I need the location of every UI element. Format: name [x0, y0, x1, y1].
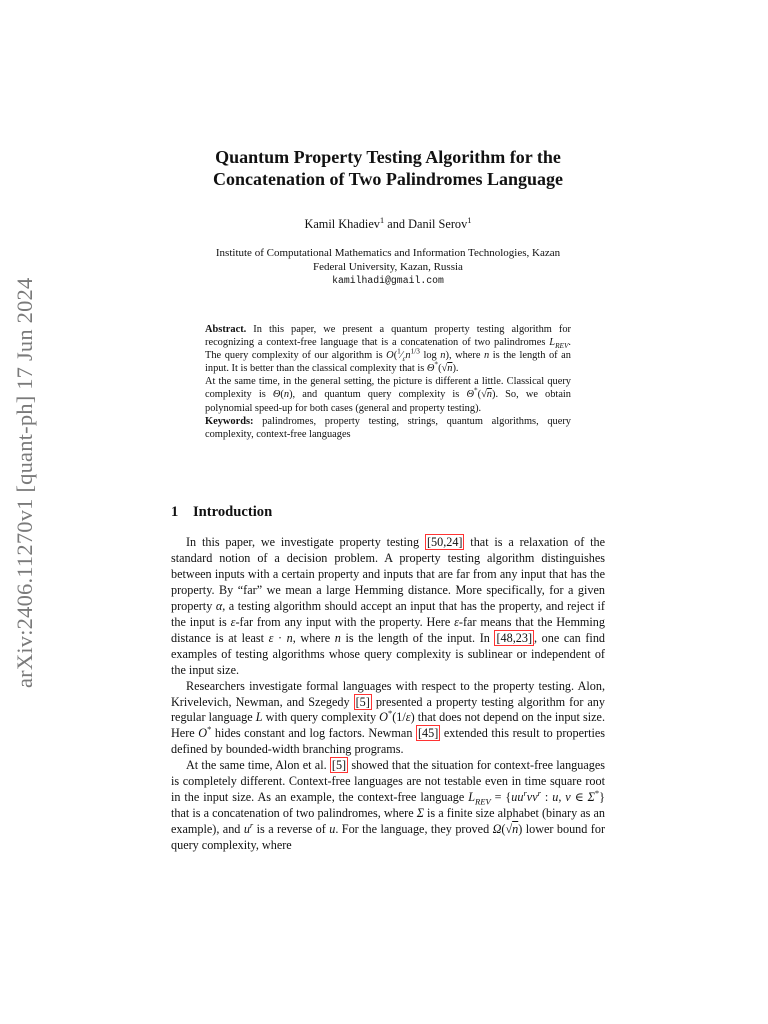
introduction-body: [171, 535, 605, 854]
affiliation-line-1: Institute of Computational Mathematics and Information Technologies, Kazan: [215, 247, 561, 259]
section-title: Introduction: [193, 504, 273, 520]
arxiv-identifier-stamp: arXiv:2406.11270v1 [quant-ph] 17 Jun 2024: [12, 277, 37, 688]
title-line-1: Quantum Property Testing Algorithm for the: [215, 147, 561, 167]
author-2-affil-mark: 1: [467, 214, 472, 225]
abstract-paragraph-1: Abstract. In this paper, we present a quantum property testing algorithm for recognizing a context-free language that is a concatenation of two palindromes $L_{REV}$. The query complexity of our algorithm is $O(^1⁄_\varepsilon n^{1/3}$ log n), where n is the length of an input. It is better than the classical complexity that is Θ*(√n).: [205, 324, 571, 375]
author-1: Kamil Khadiev: [304, 217, 380, 231]
citation-link[interactable]: [45]: [417, 726, 439, 741]
abstract-label: Abstract.: [205, 324, 247, 335]
intro-paragraph-1: In this paper, we investigate property testing [50,24] that is a relaxation of the standard notion of a decision problem. A property testing algorithm distinguishes between inputs with a certain property and inputs that are far from any input that has the property. By “far” we mean a large Hemming distance. More specifically, for a given property α, a testing algorithm should accept an input that has the property, and reject if the input is ε-far from any input with the property. Here ε-far means that the Hemming distance is at least ε · n, where n is the length of the input. In [48,23] , one can find examples of testing algorithms whose query complexity is sublinear or independent of the input size.: [171, 535, 606, 677]
section-number: 1: [171, 504, 179, 520]
title-line-2: Concatenation of Two Palindromes Language: [212, 169, 564, 189]
paper-title: [171, 146, 605, 190]
author-separator: and: [384, 217, 409, 231]
citation-link[interactable]: [5]: [331, 758, 347, 773]
author-1-affil-mark: 1: [379, 214, 385, 225]
intro-paragraph-2: Researchers investigate formal languages with respect to the property testing. Alon, Krivelevich, Newman, and Szegedy [5] presented a property testing algorithm for any regular language L with query complexity O*(1/ε) that does not depend on the input size. Here O* hides constant and log factors. Newman [45] extended this result to properties defined by bounded-width branching programs.: [171, 678, 606, 757]
affiliation: [171, 247, 605, 288]
abstract: [205, 323, 571, 441]
section-heading-introduction: [171, 504, 272, 521]
author-email[interactable]: kamilhadi@gmail.com: [332, 275, 444, 286]
affiliation-line-2: Federal University, Kazan, Russia: [313, 260, 463, 273]
keywords-label: Keywords:: [205, 415, 254, 427]
keywords: [205, 415, 571, 441]
citation-link[interactable]: [5]: [355, 694, 370, 709]
citation-link[interactable]: [50,24]: [426, 535, 463, 549]
citation-link[interactable]: [48,23]: [496, 630, 533, 645]
intro-paragraph-3: At the same time, Alon et al. [5] showed that the situation for context-free languages is completely different. Context-free languages are not testable even in time square root in the input size. As an example, the context-free language $L_{REV} = \{uu^rvv^r$ : u, v ∈ Σ*} that is a concatenation of two palindromes, where Σ is a finite size alphabet (binary as an example), and $u^r$ is a reverse of u. For the language, they proved Ω(√n) lower bound for query complexity, where: [171, 758, 606, 853]
author-list: [171, 214, 605, 232]
keywords-text: palindromes, property testing, strings, quantum algorithms, query complexity, context-free languages: [205, 415, 571, 440]
abstract-paragraph-2: At the same time, in the general setting, the picture is different a little. Classical query complexity is Θ(n), and quantum query complexity is Θ*(√n). So, we obtain polynomial speed-up for both cases (general and property testing).: [205, 376, 572, 414]
author-2: Danil Serov: [408, 217, 468, 231]
